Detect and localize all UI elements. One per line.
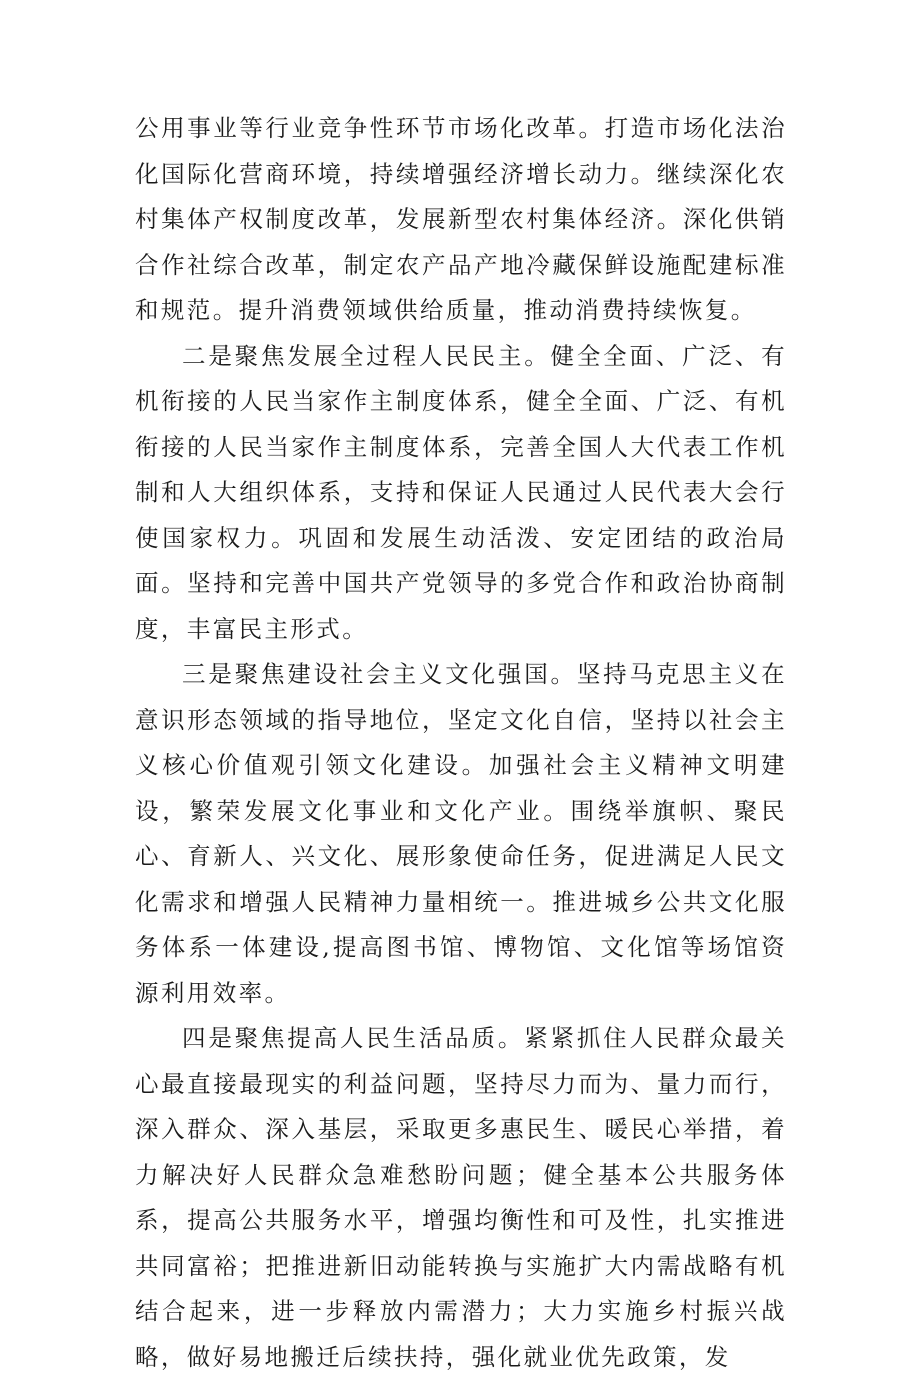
- paragraph-cultural-power: 三是聚焦建设社会主义文化强国。坚持马克思主义在意识形态领域的指导地位，坚定文化自信，坚持以社会主义核心价值观引领文化建设。加强社会主义精神文明建设，繁荣发展文化事业和文化产业。围绕举旗帜、聚民心、育新人、兴文化、展形象使命任务，促进满足人民文化需求和增强人民精神力量相统一。推进城乡公共文化服务体系一体建设,提高图书馆、博物馆、文化馆等场馆资源利用效率。: [135, 660, 787, 1007]
- paragraph-living-quality: 四是聚焦提高人民生活品质。紧紧抓住人民群众最关心最直接最现实的利益问题，坚持尽力而为、量力而行，深入群众、深入基层，采取更多惠民生、暖民心举措，着力解决好人民群众急难愁盼问题；健全基本公共服务体系，提高公共服务水平，增强均衡性和可及性，扎实推进共同富裕；把推进新旧动能转换与实施扩大内需战略有机结合起来，进一步释放内需潜力；大力实施乡村振兴战略，做好易地搬迁后续扶持，强化就业优先政策，发: [135, 1024, 787, 1371]
- document-body: [135, 106, 787, 1380]
- paragraph-continuation: 公用事业等行业竞争性环节市场化改革。打造市场化法治化国际化营商环境，持续增强经济增长动力。继续深化农村集体产权制度改革，发展新型农村集体经济。深化供销合作社综合改革，制定农产品产地冷藏保鲜设施配建标准和规范。提升消费领域供给质量，推动消费持续恢复。: [135, 114, 787, 324]
- paragraph-people-democracy: 二是聚焦发展全过程人民民主。健全全面、广泛、有机衔接的人民当家作主制度体系，健全全面、广泛、有机衔接的人民当家作主制度体系，完善全国人大代表工作机制和人大组织体系，支持和保证人民通过人民代表大会行使国家权力。巩固和发展生动活泼、安定团结的政治局面。坚持和完善中国共产党领导的多党合作和政治协商制度，丰富民主形式。: [135, 341, 787, 643]
